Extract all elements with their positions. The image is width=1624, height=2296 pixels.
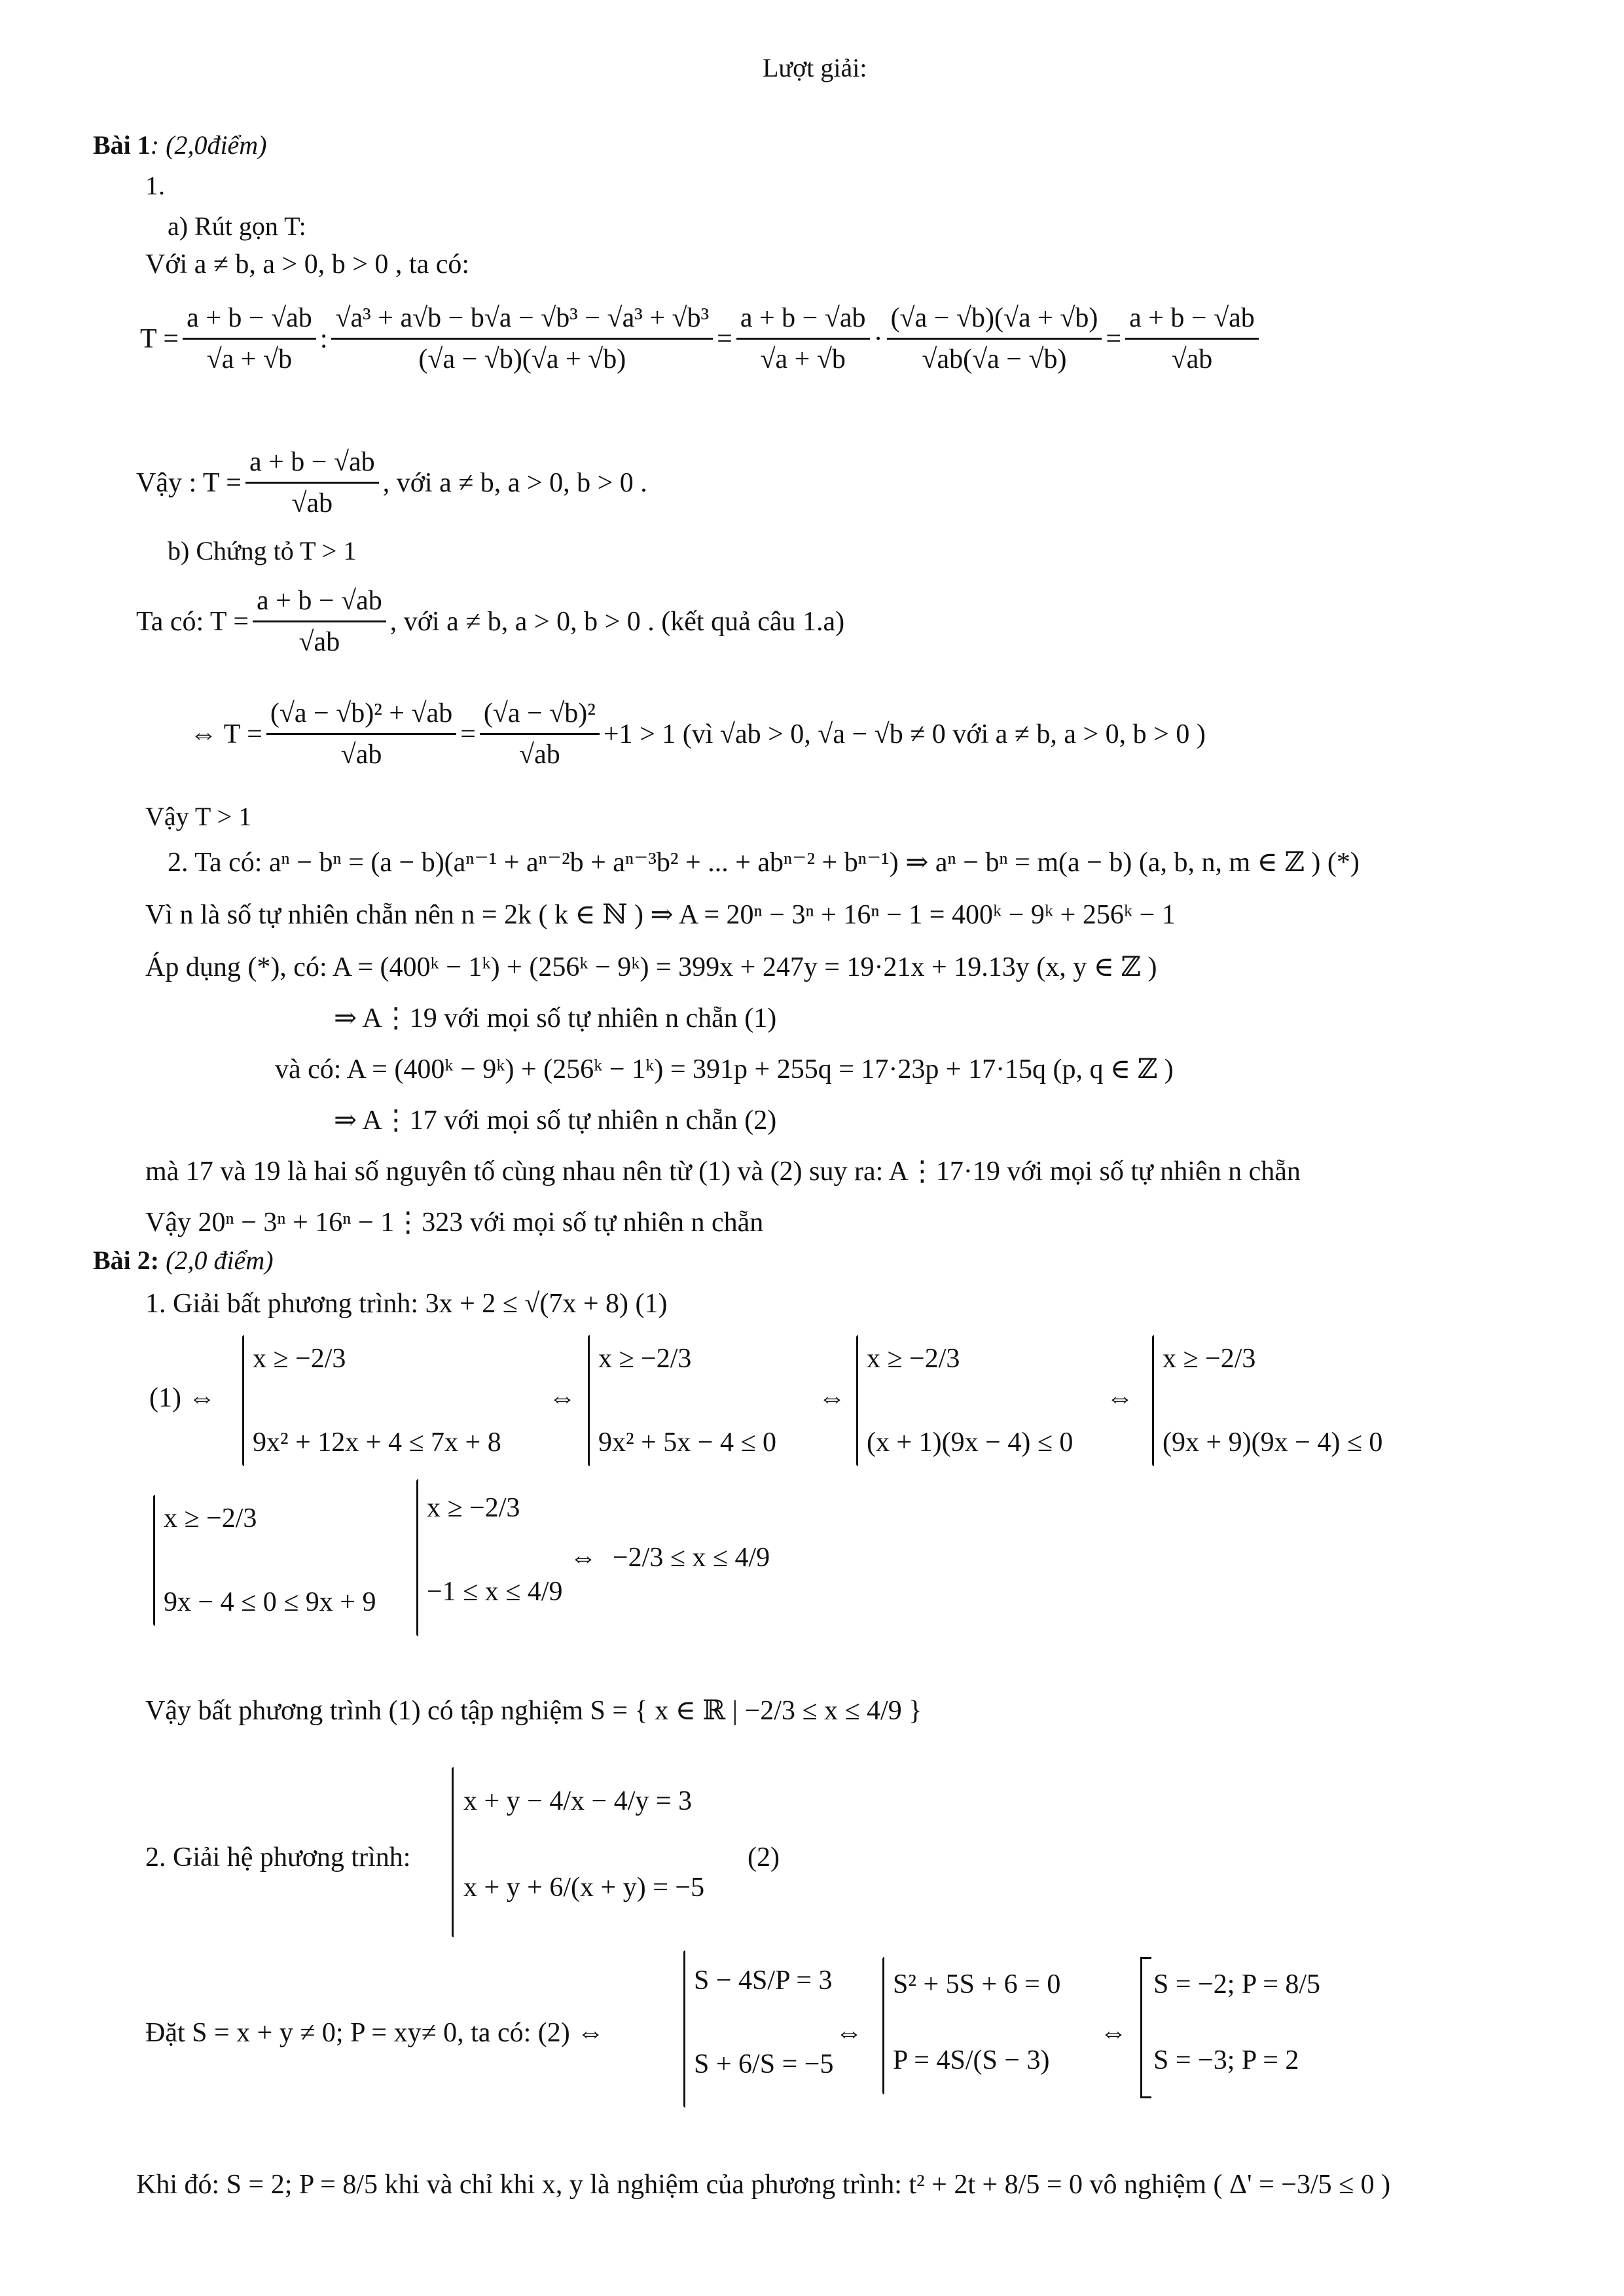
system-d3-row-2: S = −3; P = 2 xyxy=(1153,2045,1299,2075)
system-2-row-1: x ≥ −2/3 xyxy=(598,1344,692,1374)
bai1-a-title: a) Rút gọn T: xyxy=(168,211,306,241)
system-6-row-1: x ≥ −2/3 xyxy=(427,1493,520,1523)
equiv-3: ⇔ xyxy=(1106,1383,1134,1413)
brace-1 xyxy=(242,1335,244,1466)
t-den-5: √ab xyxy=(1171,344,1213,374)
system-6 xyxy=(427,1484,562,1615)
system-6-row-2: −1 ≤ x ≤ 4/9 xyxy=(427,1577,563,1607)
bai1-heading: Bài 1 xyxy=(93,130,151,160)
bracket-d3 xyxy=(1140,1957,1151,2098)
t-equation xyxy=(140,301,1263,376)
brace-3 xyxy=(856,1335,858,1466)
t-num-1: a + b − √ab xyxy=(183,301,316,340)
bai2-points: (2,0 điểm) xyxy=(166,1246,274,1275)
vay-t-line xyxy=(136,445,647,520)
system-d3-row-1: S = −2; P = 8/5 xyxy=(1153,1969,1321,2000)
brace-2 xyxy=(588,1335,590,1466)
khi-do: Khi đó: S = 2; P = 8/5 khi và chỉ khi x, y là nghiệm của phương trình: t² + 2t + 8/5 = 0 vô nghiệm ( Δ' = −3/5 ≤ 0 ) xyxy=(136,2170,1391,2200)
p2-line6: ⇒ A⋮17 với mọi số tự nhiên n chẵn (2) xyxy=(334,1105,777,1136)
p2-line1: 2. Ta có: aⁿ − bⁿ = (a − b)(aⁿ⁻¹ + aⁿ⁻²b + aⁿ⁻³b² + ... + abⁿ⁻² + bⁿ⁻¹) ⇒ aⁿ − bⁿ = m(a − b) (a, b, n, m ∈ ℤ ) (*) xyxy=(168,848,1360,878)
equiv-num-1: (√a − √b)² + √ab xyxy=(266,696,456,735)
p2-line7: mà 17 và 19 là hai số nguyên tố cùng nhau nên từ (1) và (2) suy ra: A⋮17·19 với mọi số tự nhiên n chẵn xyxy=(145,1157,1301,1187)
brace-4 xyxy=(1152,1335,1154,1466)
t-den-1: √a + √b xyxy=(206,344,293,374)
equiv-1: ⇔ xyxy=(549,1383,576,1413)
vay-T: Vậy T > 1 xyxy=(145,802,252,831)
bai1-points: : (2,0điểm) xyxy=(150,130,267,160)
equiv-2: ⇔ xyxy=(818,1383,846,1413)
t-colon: : xyxy=(319,323,328,354)
final-range: −2/3 ≤ x ≤ 4/9 xyxy=(613,1543,770,1573)
t-dot: · xyxy=(873,323,883,354)
brace-5 xyxy=(153,1495,155,1626)
system-5-row-1: x ≥ −2/3 xyxy=(164,1503,257,1534)
system-q2-row-2: x + y + 6/(x + y) = −5 xyxy=(463,1873,705,1903)
t-frac-2 xyxy=(331,301,713,376)
system-q2 xyxy=(463,1778,704,1911)
equiv-frac-1 xyxy=(266,696,456,772)
equiv-line xyxy=(190,696,1206,772)
system-d3 xyxy=(1153,1961,1320,2084)
system-d1 xyxy=(694,1957,833,2088)
page-title: Lượt giải: xyxy=(763,53,867,82)
system-q2-row-1: x + y − 4/x − 4/y = 3 xyxy=(463,1786,693,1816)
bai1-condition: Với a ≠ b, a > 0, b > 0 , ta có: xyxy=(145,249,470,279)
equiv-den-1: √ab xyxy=(340,740,382,770)
t-num-3: a + b − √ab xyxy=(736,301,870,340)
t-num-4: (√a − √b)(√a + √b) xyxy=(887,301,1102,340)
equiv-d2: ⇔ xyxy=(1100,2018,1127,2048)
system-4-row-1: x ≥ −2/3 xyxy=(1163,1344,1256,1374)
t-den-3: √a + √b xyxy=(760,344,846,374)
equiv-num-2: (√a − √b)² xyxy=(480,696,600,735)
t-frac-4 xyxy=(887,301,1102,376)
p2-line4: ⇒ A⋮19 với mọi số tự nhiên n chẵn (1) xyxy=(334,1003,777,1033)
brace-d1 xyxy=(683,1950,685,2108)
equiv-den-2: √ab xyxy=(519,740,560,770)
system-4-row-2: (9x + 9)(9x − 4) ≤ 0 xyxy=(1163,1427,1383,1458)
system-d2 xyxy=(893,1961,1060,2084)
vay-frac xyxy=(245,445,379,520)
system-d1-row-1: S − 4S/P = 3 xyxy=(694,1965,833,1996)
bai1-b-title: b) Chứng tỏ T > 1 xyxy=(168,536,357,565)
p2-line8: Vậy 20ⁿ − 3ⁿ + 16ⁿ − 1⋮323 với mọi số tự nhiên n chẵn xyxy=(145,1208,764,1238)
vay-set: Vậy bất phương trình (1) có tập nghiệm S = { x ∈ ℝ | −2/3 ≤ x ≤ 4/9 } xyxy=(145,1696,922,1726)
vay-num: a + b − √ab xyxy=(245,445,379,484)
taco-cond: , với a ≠ b, a > 0, b > 0 . (kết quả câu 1.a) xyxy=(389,606,845,637)
t-frac-1 xyxy=(183,301,316,376)
system-5-row-2: 9x − 4 ≤ 0 ≤ 9x + 9 xyxy=(164,1587,376,1617)
bai2-heading: Bài 2: xyxy=(93,1246,160,1275)
taco-frac xyxy=(253,584,386,659)
equiv-frac-2 xyxy=(480,696,600,772)
equiv-left: ⇔ T = xyxy=(190,719,262,749)
system-1 xyxy=(253,1335,501,1466)
p2-line2: Vì n là số tự nhiên chẵn nên n = 2k ( k ∈ ℕ ) ⇒ A = 20ⁿ − 3ⁿ + 16ⁿ − 1 = 400ᵏ − 9ᵏ + 256ᵏ − 1 xyxy=(145,900,1176,930)
system-3-row-1: x ≥ −2/3 xyxy=(867,1344,960,1374)
system-1-row-1: x ≥ −2/3 xyxy=(253,1344,346,1374)
t-num-5: a + b − √ab xyxy=(1125,301,1259,340)
system-3 xyxy=(867,1335,1073,1466)
dat-line: Đặt S = x + y ≠ 0; P = xy≠ 0, ta có: (2) ⇔ xyxy=(145,2018,605,2048)
taco-num: a + b − √ab xyxy=(253,584,386,622)
t-num-2: √a³ + a√b − b√a − √b³ − √a³ + √b³ xyxy=(331,301,713,340)
brace-q2 xyxy=(452,1767,454,1937)
system-d1-row-2: S + 6/S = −5 xyxy=(694,2049,834,2079)
equiv-mid: = xyxy=(460,719,476,749)
t-den-4: √ab(√a − √b) xyxy=(922,344,1067,374)
q2-label: 2. Giải hệ phương trình: xyxy=(145,1842,411,1873)
t-eq-2: = xyxy=(717,323,732,354)
p2-line3: Áp dụng (*), có: A = (400ᵏ − 1ᵏ) + (256ᵏ − 9ᵏ) = 399x + 247y = 19·21x + 19.13y (x, y ∈ ℤ ) xyxy=(145,952,1157,982)
system-5 xyxy=(164,1495,376,1626)
brace-6 xyxy=(416,1479,418,1636)
system-2-row-2: 9x² + 5x − 4 ≤ 0 xyxy=(598,1427,777,1458)
bai2-q1: 1. Giải bất phương trình: 3x + 2 ≤ √(7x + 8) (1) xyxy=(145,1289,668,1319)
bai2-heading-line xyxy=(93,1244,274,1278)
equiv-4: ⇔ xyxy=(569,1543,597,1573)
q2-tag: (2) xyxy=(748,1842,780,1873)
sys1-label: (1) ⇔ xyxy=(149,1383,216,1413)
bai1-part1: 1. xyxy=(145,171,165,200)
vay-cond: , với a ≠ b, a > 0, b > 0 . xyxy=(382,467,647,498)
brace-d2 xyxy=(882,1957,884,2094)
t-frac-5 xyxy=(1125,301,1259,376)
vay-label: Vậy : T = xyxy=(136,467,242,498)
p2-line5: và có: A = (400ᵏ − 9ᵏ) + (256ᵏ − 1ᵏ) = 391p + 255q = 17·23p + 17·15q (p, q ∈ ℤ ) xyxy=(275,1054,1174,1085)
equiv-d1: ⇔ xyxy=(835,2018,863,2048)
system-1-row-2: 9x² + 12x + 4 ≤ 7x + 8 xyxy=(253,1427,501,1458)
t-eq-left: T = xyxy=(140,323,179,354)
taco-line xyxy=(136,584,844,659)
system-d2-row-1: S² + 5S + 6 = 0 xyxy=(893,1969,1061,2000)
vay-den: √ab xyxy=(291,488,333,518)
bai1-heading-line xyxy=(93,128,267,162)
system-3-row-2: (x + 1)(9x − 4) ≤ 0 xyxy=(867,1427,1074,1458)
system-d2-row-2: P = 4S/(S − 3) xyxy=(893,2045,1050,2075)
t-frac-3 xyxy=(736,301,870,376)
t-eq-3: = xyxy=(1106,323,1122,354)
t-den-2: (√a − √b)(√a + √b) xyxy=(418,344,626,374)
equiv-tail: +1 > 1 (vì √ab > 0, √a − √b ≠ 0 với a ≠ b, a > 0, b > 0 ) xyxy=(603,719,1206,749)
taco-den: √ab xyxy=(298,627,340,657)
taco-label: Ta có: T = xyxy=(136,606,249,637)
system-2 xyxy=(598,1335,776,1466)
system-4 xyxy=(1163,1335,1382,1466)
